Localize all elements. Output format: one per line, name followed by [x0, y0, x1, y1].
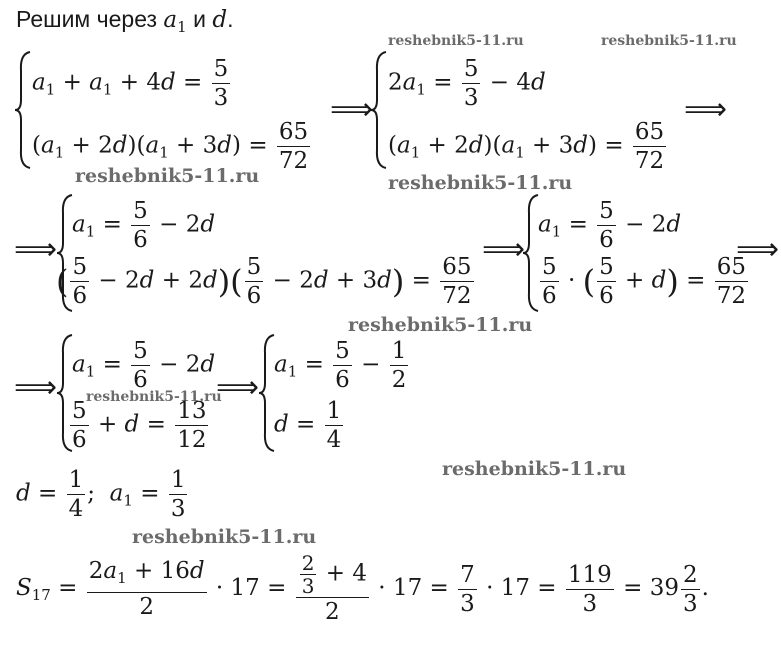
system-5-line-2: $\frac{5}{6}$ + d = $\frac{13}{12}$	[72, 398, 207, 453]
system-2-line-2: $(a_1 + 2d)(a_1 + 3d)$ = $\frac{65}{72}$	[388, 119, 665, 174]
system-1-line-1: $a_1 + a_1 + 4d$ = $\frac{5}{3}$	[32, 56, 229, 111]
watermark: reshebnik5-11.ru	[442, 458, 627, 480]
watermark: reshebnik5-11.ru	[601, 33, 737, 49]
system-1-line-2: $(a_1 + 2d)(a_1 + 3d)$ = $\frac{65}{72}$	[32, 119, 309, 174]
system-3-line-1: $a_1$ = $\frac{5}{6}$ − 2d	[72, 198, 216, 253]
watermark: reshebnik5-11.ru	[75, 165, 260, 187]
implies-arrow: ⟹	[14, 370, 58, 405]
watermark: reshebnik5-11.ru	[388, 33, 524, 49]
implies-arrow: ⟹	[14, 232, 58, 267]
left-brace	[14, 50, 34, 170]
system-6-line-1: $a_1$ = $\frac{5}{6}$ − $\frac{1}{2}$	[274, 338, 407, 393]
system-5-line-1: $a_1$ = $\frac{5}{6}$ − 2d	[72, 338, 216, 393]
watermark: reshebnik5-11.ru	[132, 526, 317, 548]
implies-arrow: ⟹	[482, 232, 526, 267]
implies-arrow: ⟹	[736, 232, 780, 267]
sum-line: $S_{17}$ = $\frac{2a_1 + 16d}{2}$ · 17 = $\frac{2}{3}$ + 4 2 · 17 = $\frac{7}{3}$ · 17 = $\frac{119}{3}$ = 39 $\frac{2}{3}$ .	[16, 551, 709, 625]
watermark: reshebnik5-11.ru	[86, 389, 222, 405]
left-brace	[370, 50, 390, 170]
answer-line: d = $\frac{1}{4}$ ; $a_1$ = $\frac{1}{3}$	[16, 467, 186, 522]
watermark: reshebnik5-11.ru	[348, 314, 533, 336]
system-3-line-2: ( $\frac{5}{6}$ − 2d + 2d)( $\frac{5}{6}$ − 2d + 3d) = $\frac{65}{72}$	[56, 254, 472, 309]
system-4-line-1: $a_1$ = $\frac{5}{6}$ − 2d	[538, 198, 682, 253]
watermark: reshebnik5-11.ru	[388, 172, 573, 194]
implies-arrow: ⟹	[216, 370, 260, 405]
system-2-line-1: $2a_1$ = $\frac{5}{3}$ − 4d	[388, 56, 546, 111]
intro-text: Решим через $a_1$ и d.	[16, 6, 234, 36]
system-6-line-2: d = $\frac{1}{4}$	[274, 398, 342, 453]
system-4-line-2: $\frac{5}{6}$ · ( $\frac{5}{6}$ + d) = $\frac{65}{72}$	[542, 254, 747, 309]
implies-arrow: ⟹	[330, 92, 374, 127]
implies-arrow: ⟹	[684, 92, 728, 127]
